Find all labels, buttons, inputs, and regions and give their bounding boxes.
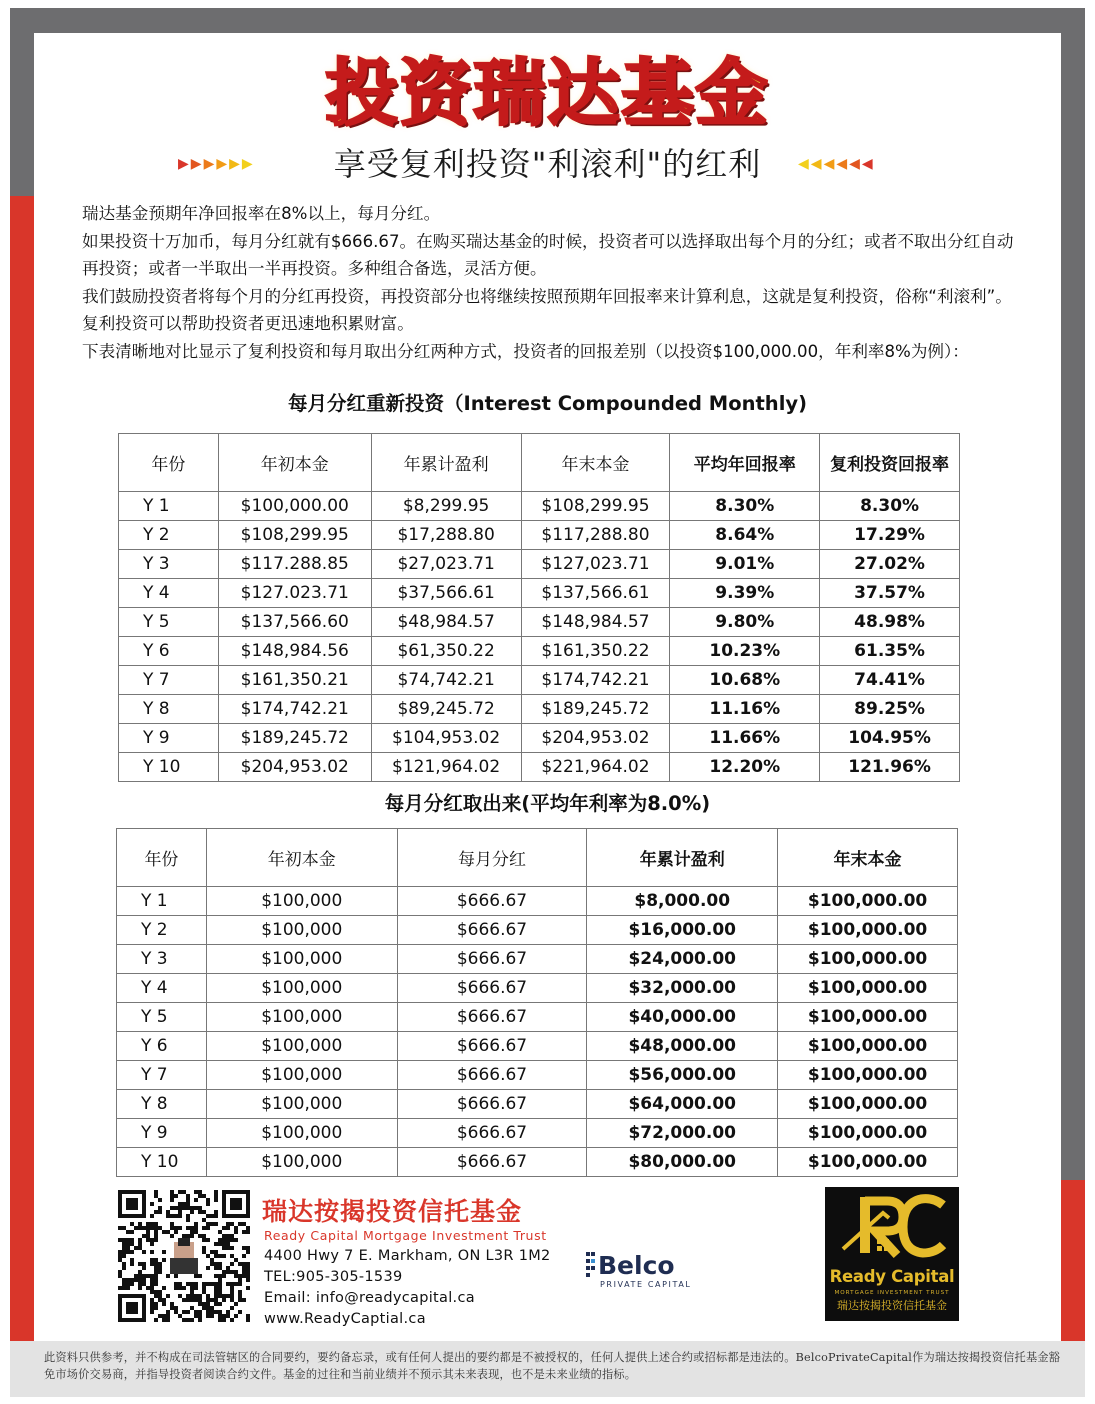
rc-name: Ready Capital — [829, 1267, 955, 1286]
triangle-right-icon: ▶ — [203, 156, 215, 172]
triangle-right-icon: ▶ — [241, 156, 253, 172]
triangle-left-icon: ◀ — [810, 156, 822, 172]
belco-subtitle: PRIVATE CAPITAL — [600, 1280, 692, 1289]
table-cell: $108,299.95 — [218, 521, 371, 550]
table-cell: $100,000.00 — [778, 1090, 958, 1119]
house-icon — [825, 1187, 959, 1267]
column-header: 每月分红 — [397, 829, 587, 887]
table-cell: $100,000 — [206, 974, 397, 1003]
table-cell: $666.67 — [397, 945, 587, 974]
table-cell: Y 7 — [119, 666, 219, 695]
table-cell: $100,000.00 — [778, 1032, 958, 1061]
table-row — [117, 1032, 958, 1061]
table-cell: $80,000.00 — [587, 1148, 778, 1177]
table-cell: 8.30% — [670, 492, 820, 521]
table-cell: $64,000.00 — [587, 1090, 778, 1119]
triangle-left-icon: ◀ — [849, 156, 860, 172]
table-cell: $27,023.71 — [371, 550, 521, 579]
table-cell: $161,350.21 — [218, 666, 371, 695]
table-cell: $100,000 — [206, 1148, 397, 1177]
table-cell: Y 2 — [117, 916, 207, 945]
table-cell: $100,000 — [206, 1003, 397, 1032]
disclaimer-text: 此资料只供参考，并不构成在司法管辖区的合同要约，要约备忘录，或有任何人提出的要约都是不被授权的，任何人提供上述合约或招标都是违法的。BelcoPrivateCapital作为瑞达按揭投资信托基金豁免市场价交易商，并指导投资者阅读合约文件。基金的过往和当前业绩并不预示其未来表现，也不是未来业绩的指标。 — [44, 1351, 1061, 1381]
table-row — [119, 637, 960, 666]
table-cell: $16,000.00 — [587, 916, 778, 945]
table-cell: $24,000.00 — [587, 945, 778, 974]
table-row — [117, 945, 958, 974]
company-name-en: Ready Capital Mortgage Investment Trust — [264, 1228, 547, 1243]
table-header-row — [119, 434, 960, 492]
table-cell: Y 8 — [117, 1090, 207, 1119]
table-cell: 12.20% — [670, 753, 820, 782]
table-row — [119, 753, 960, 782]
table-cell: $48,984.57 — [371, 608, 521, 637]
table-cell: 17.29% — [820, 521, 960, 550]
disclaimer-bar — [10, 1341, 1085, 1397]
table-row — [117, 1003, 958, 1032]
table-cell: $74,742.21 — [371, 666, 521, 695]
table-cell: $48,000.00 — [587, 1032, 778, 1061]
table-cell: $148,984.56 — [218, 637, 371, 666]
belco-name: Belco — [598, 1251, 675, 1280]
table-cell: $204,953.02 — [521, 724, 670, 753]
table-cell: $100,000.00 — [778, 1119, 958, 1148]
table-cell: $100,000.00 — [778, 945, 958, 974]
table-cell: $666.67 — [397, 1032, 587, 1061]
triangle-right-icon: ▶ — [178, 156, 189, 172]
table-cell: 9.01% — [670, 550, 820, 579]
table-cell: $666.67 — [397, 1148, 587, 1177]
frame-top-bar — [10, 8, 1085, 33]
table-cell: $666.67 — [397, 1061, 587, 1090]
triangle-left-icon: ◀ — [823, 156, 835, 172]
triangle-right-icon: ▶ — [216, 156, 228, 172]
table-cell: $100,000 — [206, 887, 397, 916]
column-header: 年初本金 — [206, 829, 397, 887]
table-row — [117, 916, 958, 945]
column-header: 年末本金 — [521, 434, 670, 492]
table-cell: 104.95% — [820, 724, 960, 753]
table-cell: 11.16% — [670, 695, 820, 724]
intro-paragraph: 如果投资十万加币，每月分红就有$666.67。在购买瑞达基金的时候，投资者可以选择取出每个月的分红；或者不取出分红自动再投资；或者一半取出一半再投资。多种组合备选，灵活方便。 — [82, 231, 1014, 278]
table-cell: $666.67 — [397, 916, 587, 945]
table-cell: $100,000.00 — [778, 1148, 958, 1177]
table-cell: $666.67 — [397, 1003, 587, 1032]
column-header: 年初本金 — [218, 434, 371, 492]
table-cell: $189,245.72 — [218, 724, 371, 753]
table-cell: Y 1 — [119, 492, 219, 521]
column-header: 年份 — [119, 434, 219, 492]
table-cell: $100,000.00 — [778, 974, 958, 1003]
column-header: 年末本金 — [778, 829, 958, 887]
table-cell: $117,288.80 — [521, 521, 670, 550]
table-cell: $32,000.00 — [587, 974, 778, 1003]
table-cell: $37,566.61 — [371, 579, 521, 608]
table-cell: $221,964.02 — [521, 753, 670, 782]
table-cell: Y 10 — [117, 1148, 207, 1177]
phone: TEL:905-305-1539 — [264, 1269, 403, 1285]
table-cell: 10.68% — [670, 666, 820, 695]
compound-table-title: 每月分红重新投资（Interest Compounded Monthly) — [287, 392, 808, 415]
table-cell: $17,288.80 — [371, 521, 521, 550]
table-cell: Y 6 — [119, 637, 219, 666]
table-cell: $117.288.85 — [218, 550, 371, 579]
table-row — [117, 1148, 958, 1177]
table-cell: 8.64% — [670, 521, 820, 550]
frame-left-red-bar — [10, 196, 34, 1341]
table-cell: $100,000 — [206, 1090, 397, 1119]
table-row — [119, 608, 960, 637]
column-header: 年份 — [117, 829, 207, 887]
table-cell: $127.023.71 — [218, 579, 371, 608]
belco-mark-icon — [586, 1252, 596, 1278]
table-cell: $100,000 — [206, 1032, 397, 1061]
table-cell: $100,000 — [206, 1119, 397, 1148]
rc-name-cn: 瑞达按揭投资信托基金 — [837, 1299, 947, 1312]
withdraw-table — [116, 828, 958, 1177]
table-cell: $204,953.02 — [218, 753, 371, 782]
column-header: 年累计盈利 — [371, 434, 521, 492]
subtitle: 享受复利投资"利滚利"的红利 — [333, 145, 762, 183]
column-header: 平均年回报率 — [670, 434, 820, 492]
intro-paragraph: 我们鼓励投资者将每个月的分红再投资，再投资部分也将继续按照预期年回报率来计算利息，这就是复利投资，俗称“利滚利”。复利投资可以帮助投资者更迅速地积累财富。 — [82, 286, 1012, 333]
table-cell: $666.67 — [397, 974, 587, 1003]
table-cell: 8.30% — [820, 492, 960, 521]
table-cell: Y 5 — [119, 608, 219, 637]
table-cell: Y 3 — [117, 945, 207, 974]
table-row — [119, 492, 960, 521]
ready-capital-logo — [825, 1187, 959, 1321]
table-cell: Y 9 — [117, 1119, 207, 1148]
arrow-decoration-right — [798, 154, 873, 174]
frame-right-red-bar — [1061, 1180, 1085, 1341]
triangle-right-icon: ▶ — [229, 156, 240, 172]
table-cell: $148,984.57 — [521, 608, 670, 637]
table-cell: Y 8 — [119, 695, 219, 724]
table-cell: Y 3 — [119, 550, 219, 579]
table-row — [117, 974, 958, 1003]
table-row — [119, 695, 960, 724]
table-cell: $174,742.21 — [218, 695, 371, 724]
table-cell: $8,000.00 — [587, 887, 778, 916]
table-cell: Y 6 — [117, 1032, 207, 1061]
table-cell: $100,000.00 — [778, 1061, 958, 1090]
table-cell: Y 5 — [117, 1003, 207, 1032]
table-cell: $666.67 — [397, 1119, 587, 1148]
table-cell: $89,245.72 — [371, 695, 521, 724]
table-row — [119, 550, 960, 579]
table-row — [117, 887, 958, 916]
compound-table — [118, 433, 960, 782]
table-cell: $104,953.02 — [371, 724, 521, 753]
table-cell: 89.25% — [820, 695, 960, 724]
table-cell: $108,299.95 — [521, 492, 670, 521]
column-header: 年累计盈利 — [587, 829, 778, 887]
intro-paragraph: 下表清晰地对比显示了复利投资和每月取出分红两种方式，投资者的回报差别（以投资$100,000.00，年利率8%为例）： — [82, 341, 969, 361]
table-header-row — [117, 829, 958, 887]
table-cell: 11.66% — [670, 724, 820, 753]
table-cell: Y 9 — [119, 724, 219, 753]
table-cell: 9.39% — [670, 579, 820, 608]
table-row — [119, 724, 960, 753]
table-cell: $100,000.00 — [218, 492, 371, 521]
withdraw-table-title: 每月分红取出来(平均年利率为8.0%) — [384, 792, 711, 815]
table-cell: $137,566.60 — [218, 608, 371, 637]
table-cell: Y 7 — [117, 1061, 207, 1090]
table-cell: $100,000 — [206, 1061, 397, 1090]
qr-code-icon[interactable] — [118, 1190, 250, 1322]
subtitle-row — [0, 140, 1095, 188]
table-cell: $666.67 — [397, 1090, 587, 1119]
table-cell: $100,000.00 — [778, 1003, 958, 1032]
table-cell: Y 1 — [117, 887, 207, 916]
triangle-left-icon: ◀ — [861, 156, 873, 172]
website-link[interactable]: www.ReadyCaptial.ca — [264, 1311, 426, 1327]
table-cell: $40,000.00 — [587, 1003, 778, 1032]
table-cell: 74.41% — [820, 666, 960, 695]
table-cell: $100,000 — [206, 916, 397, 945]
intro-paragraph: 瑞达基金预期年净回报率在8%以上，每月分红。 — [82, 204, 441, 223]
belco-logo — [586, 1251, 692, 1289]
table-cell: $121,964.02 — [371, 753, 521, 782]
table-cell: $174,742.21 — [521, 666, 670, 695]
table-cell: 27.02% — [820, 550, 960, 579]
table-cell: Y 4 — [117, 974, 207, 1003]
table-cell: $127,023.71 — [521, 550, 670, 579]
table-cell: $61,350.22 — [371, 637, 521, 666]
rc-trust: MORTGAGE INVESTMENT TRUST — [834, 1290, 950, 1296]
table-row — [117, 1090, 958, 1119]
address: 4400 Hwy 7 E. Markham, ON L3R 1M2 — [264, 1248, 551, 1264]
table-row — [119, 521, 960, 550]
table-row — [117, 1119, 958, 1148]
table-cell: 37.57% — [820, 579, 960, 608]
table-cell: $100,000.00 — [778, 887, 958, 916]
table-cell: $100,000 — [206, 945, 397, 974]
column-header: 复利投资回报率 — [820, 434, 960, 492]
email[interactable]: Email: info@readycapital.ca — [264, 1290, 475, 1306]
table-cell: 10.23% — [670, 637, 820, 666]
table-cell: 48.98% — [820, 608, 960, 637]
table-cell: $8,299.95 — [371, 492, 521, 521]
triangle-right-icon: ▶ — [190, 156, 202, 172]
table-cell: 61.35% — [820, 637, 960, 666]
table-cell: $161,350.22 — [521, 637, 670, 666]
table-cell: Y 10 — [119, 753, 219, 782]
table-cell: $72,000.00 — [587, 1119, 778, 1148]
table-row — [119, 666, 960, 695]
table-cell: 9.80% — [670, 608, 820, 637]
table-row — [117, 1061, 958, 1090]
company-name-cn: 瑞达按揭投资信托基金 — [262, 1197, 523, 1226]
triangle-left-icon: ◀ — [836, 156, 848, 172]
table-cell: $56,000.00 — [587, 1061, 778, 1090]
intro-text — [82, 200, 1022, 365]
table-cell: $100,000.00 — [778, 916, 958, 945]
table-cell: $137,566.61 — [521, 579, 670, 608]
table-cell: Y 2 — [119, 521, 219, 550]
table-row — [119, 579, 960, 608]
contact-info — [264, 1246, 551, 1330]
table-cell: $666.67 — [397, 887, 587, 916]
table-cell: Y 4 — [119, 579, 219, 608]
main-title: 投资瑞达基金 — [325, 51, 770, 135]
table-cell: $189,245.72 — [521, 695, 670, 724]
triangle-left-icon: ◀ — [798, 156, 809, 172]
table-cell: 121.96% — [820, 753, 960, 782]
